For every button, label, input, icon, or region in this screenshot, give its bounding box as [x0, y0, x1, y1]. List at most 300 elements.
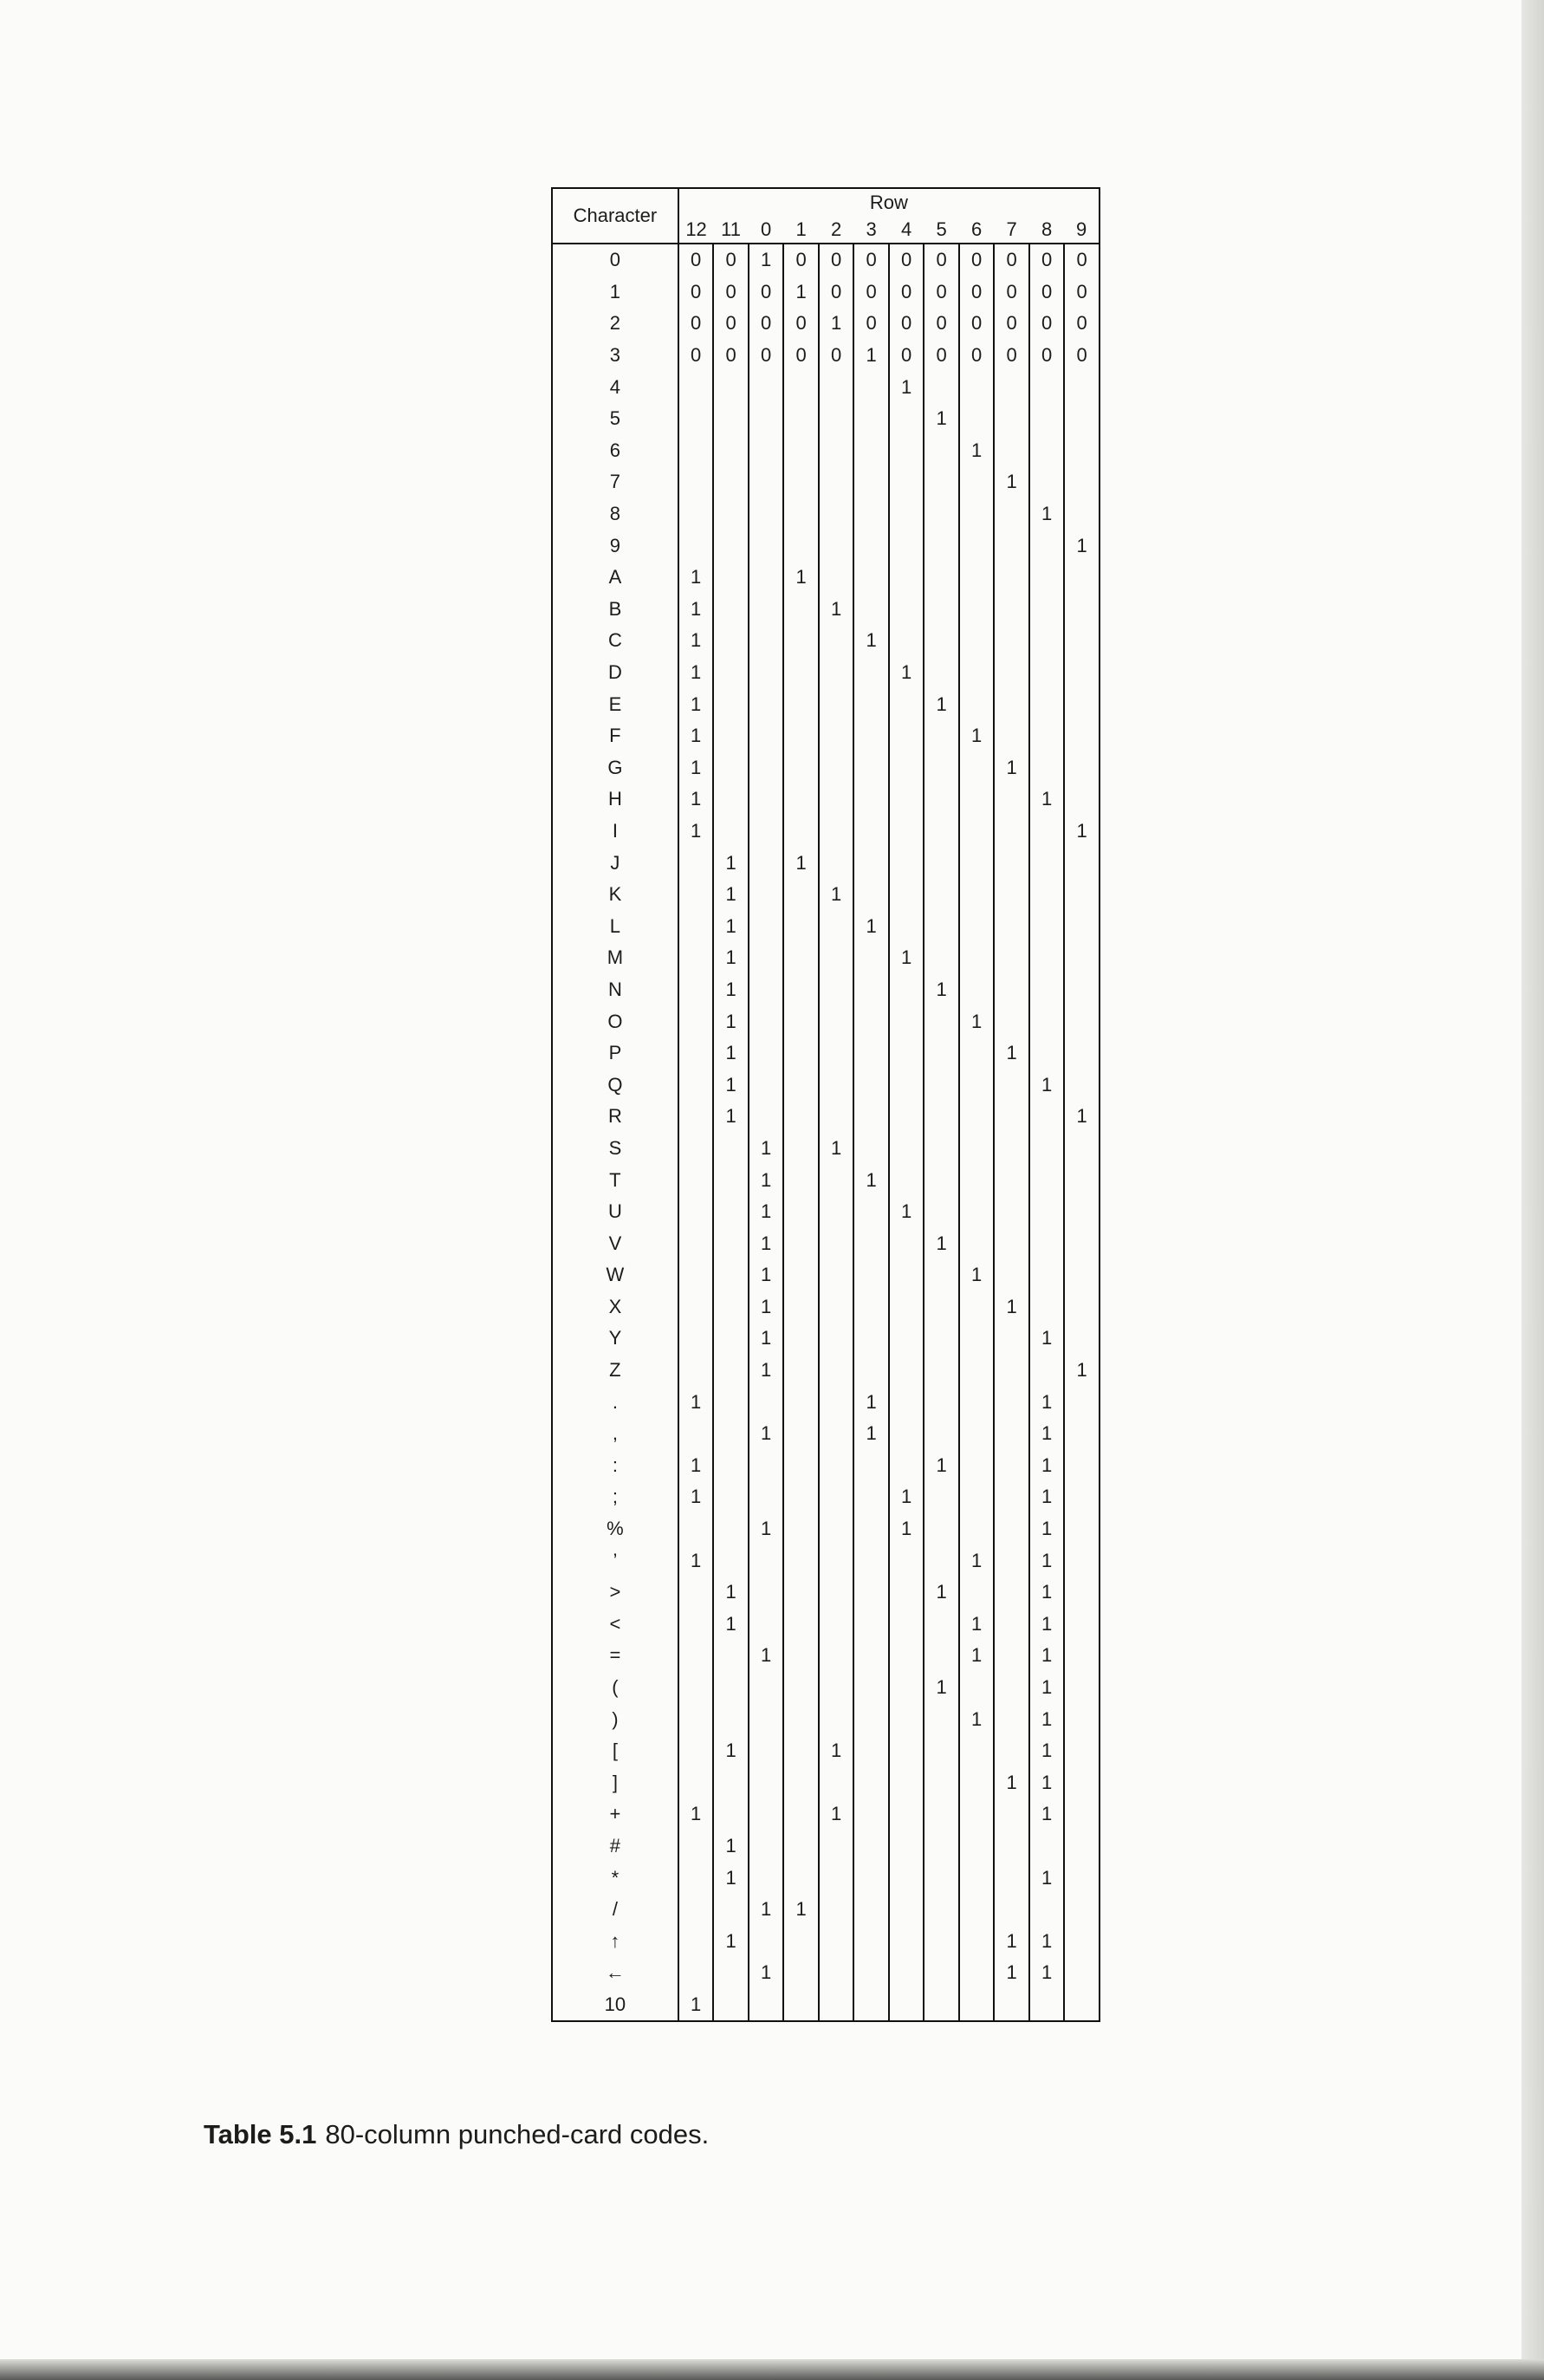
punch-cell [678, 1196, 714, 1228]
punch-cell [678, 466, 714, 498]
punch-cell [749, 1005, 784, 1037]
table-row [552, 244, 1100, 276]
punch-cell [959, 847, 995, 879]
punch-cell [749, 1735, 784, 1767]
punch-cell: 0 [853, 308, 889, 340]
punch-cell [749, 371, 784, 403]
punch-cell [713, 720, 749, 752]
punch-cell [713, 466, 749, 498]
table-row [552, 1577, 1100, 1609]
punch-cell [994, 594, 1029, 626]
punch-cell [994, 1862, 1029, 1894]
character-cell: Y [552, 1323, 678, 1355]
punch-cell: 1 [1029, 1672, 1065, 1704]
punch-cell [819, 1005, 854, 1037]
punch-cell [924, 466, 959, 498]
character-cell: S [552, 1133, 678, 1165]
punch-cell [853, 1513, 889, 1545]
punch-cell [853, 1577, 889, 1609]
punch-cell [713, 625, 749, 657]
punch-cell: 1 [1029, 498, 1065, 530]
punch-cell [678, 1323, 714, 1355]
punch-cell [889, 435, 924, 467]
punch-cell [924, 784, 959, 816]
punch-cell [713, 371, 749, 403]
punch-cell [1029, 910, 1065, 942]
punch-cell [819, 1894, 854, 1926]
punch-cell: 1 [924, 1672, 959, 1704]
punch-cell [994, 498, 1029, 530]
punch-cell [749, 1101, 784, 1133]
punch-cell: 1 [678, 688, 714, 720]
punch-cell: 0 [1076, 312, 1087, 335]
punch-cell [994, 1227, 1029, 1259]
punch-cell [994, 1577, 1029, 1609]
punch-cell [678, 1735, 714, 1767]
punch-cell [889, 910, 924, 942]
punch-cell [889, 1577, 924, 1609]
punch-cell [819, 1259, 854, 1291]
punch-cell [713, 1133, 749, 1165]
punch-cell [783, 1735, 819, 1767]
punch-cell [749, 1798, 784, 1831]
punch-cell [783, 688, 819, 720]
punch-cell: 1 [713, 942, 749, 974]
punch-cell [994, 974, 1029, 1006]
character-cell: * [552, 1862, 678, 1894]
punch-cell [889, 974, 924, 1006]
character-cell: 0 [552, 244, 678, 276]
punch-cell [678, 403, 714, 435]
punch-cell: 1 [994, 752, 1029, 784]
punch-cell [959, 816, 995, 848]
punch-cell [819, 910, 854, 942]
punch-cell [1064, 466, 1100, 498]
punch-cell [924, 498, 959, 530]
punch-cell [1064, 1291, 1100, 1323]
punch-cell: 1 [924, 1227, 959, 1259]
punch-cell [994, 1005, 1029, 1037]
punch-cell [678, 1831, 714, 1863]
punch-cell [819, 562, 854, 594]
table-row [552, 1386, 1100, 1418]
punch-cell [853, 1037, 889, 1070]
punch-cell [1064, 403, 1100, 435]
punch-cell [1064, 594, 1100, 626]
punch-cell [749, 879, 784, 911]
character-cell: , [552, 1418, 678, 1450]
punch-cell [819, 1037, 854, 1070]
punch-cell: 1 [889, 1513, 924, 1545]
punch-cell [783, 1925, 819, 1957]
punch-cell: 1 [959, 1703, 995, 1735]
punch-cell: 1 [678, 1481, 714, 1513]
punch-cell: 0 [678, 276, 714, 309]
punch-cell [853, 974, 889, 1006]
punch-cell [1064, 1735, 1100, 1767]
punch-cell [678, 1513, 714, 1545]
punch-cell [783, 1544, 819, 1577]
caption-text: 80-column punched-card codes. [325, 2119, 710, 2149]
punch-cell: 0 [1029, 340, 1065, 372]
punch-cell: 1 [678, 720, 714, 752]
punch-cell [853, 1672, 889, 1704]
punch-cell [959, 657, 995, 689]
punch-cell: 1 [853, 910, 889, 942]
punch-cell [678, 1355, 714, 1387]
punch-cell [678, 371, 714, 403]
punch-cell [1064, 910, 1100, 942]
punch-cell [889, 403, 924, 435]
punch-cell [713, 688, 749, 720]
punch-cell [1064, 720, 1100, 752]
punch-cell [1029, 625, 1065, 657]
punch-cell [819, 847, 854, 879]
punch-cell [1029, 1133, 1065, 1165]
punch-cell: 1 [678, 1450, 714, 1482]
punch-cell: 0 [959, 276, 995, 309]
punch-cell: 1 [889, 657, 924, 689]
table-row [552, 403, 1100, 435]
punch-cell [1029, 1005, 1065, 1037]
table-row [552, 1925, 1100, 1957]
punch-cell [959, 1735, 995, 1767]
punch-cell [924, 435, 959, 467]
punch-cell [994, 1640, 1029, 1672]
table-row [552, 816, 1100, 848]
punch-cell [819, 466, 854, 498]
punch-cell [783, 1862, 819, 1894]
punch-cell: 0 [959, 340, 995, 372]
punch-cell [853, 657, 889, 689]
punch-cell [783, 1450, 819, 1482]
character-cell: E [552, 688, 678, 720]
table-row [552, 1703, 1100, 1735]
punch-cell [1064, 1513, 1100, 1545]
punch-cell: 0 [783, 340, 819, 372]
punch-cell: 1 [713, 847, 749, 879]
punch-cell [749, 1069, 784, 1101]
character-cell: K [552, 879, 678, 911]
punch-cell [994, 1831, 1029, 1863]
punch-cell [1064, 1481, 1100, 1513]
punch-cell [853, 1101, 889, 1133]
punch-cell [889, 1640, 924, 1672]
punch-cell [678, 1672, 714, 1704]
table-row [552, 1513, 1100, 1545]
punch-cell [1064, 562, 1100, 594]
punch-cell [994, 1386, 1029, 1418]
punch-cell: 1 [819, 879, 854, 911]
punch-cell: 1 [1029, 1703, 1065, 1735]
punch-cell [994, 942, 1029, 974]
punch-cell [1029, 435, 1065, 467]
punch-cell [1064, 1133, 1100, 1165]
punch-cell [889, 1069, 924, 1101]
punch-cell: 1 [678, 562, 714, 594]
punch-cell [889, 1735, 924, 1767]
punch-cell [749, 1831, 784, 1863]
character-cell: M [552, 942, 678, 974]
punch-cell [713, 1957, 749, 1989]
punch-cell [853, 1862, 889, 1894]
punch-cell [994, 1450, 1029, 1482]
punch-cell: 1 [1029, 1862, 1065, 1894]
character-cell: ↑ [552, 1925, 678, 1957]
punch-cell: 1 [749, 1196, 784, 1228]
punch-cell [959, 1037, 995, 1070]
punch-cell: 0 [853, 244, 889, 276]
character-cell: [ [552, 1735, 678, 1767]
punch-cell [713, 1323, 749, 1355]
punch-cell [713, 435, 749, 467]
table-row [552, 1989, 1100, 2022]
punch-cell [994, 1544, 1029, 1577]
punch-cell [783, 1355, 819, 1387]
punch-cell [713, 1894, 749, 1926]
punch-cell [959, 1291, 995, 1323]
punch-cell [959, 910, 995, 942]
punch-cell: 1 [853, 340, 889, 372]
punch-cell [924, 847, 959, 879]
punch-cell [853, 1323, 889, 1355]
punch-cell [678, 1577, 714, 1609]
punch-cell [853, 1798, 889, 1831]
punch-cell: 1 [713, 1005, 749, 1037]
punch-cell [678, 1767, 714, 1799]
punch-cell [924, 1925, 959, 1957]
punch-cell: 1 [678, 1798, 714, 1831]
punch-cell [959, 942, 995, 974]
punch-cell [853, 530, 889, 562]
character-cell: % [552, 1513, 678, 1545]
punch-cell: 0 [749, 340, 784, 372]
table-row [552, 1164, 1100, 1196]
character-cell: : [552, 1450, 678, 1482]
punch-cell [853, 1609, 889, 1641]
punch-cell [713, 594, 749, 626]
punch-cell [713, 1227, 749, 1259]
punch-cell: 1 [924, 974, 959, 1006]
punch-cell [889, 498, 924, 530]
punch-cell: 0 [713, 308, 749, 340]
punch-cell [959, 530, 995, 562]
punch-cell [994, 1894, 1029, 1926]
punch-cell: 1 [994, 1291, 1029, 1323]
punch-cell [959, 1767, 995, 1799]
punch-cell [994, 435, 1029, 467]
punch-cell [1064, 1259, 1100, 1291]
punch-cell [678, 910, 714, 942]
character-cell: W [552, 1259, 678, 1291]
punch-cell [889, 1862, 924, 1894]
table-row [552, 1196, 1100, 1228]
punch-cell [924, 530, 959, 562]
punch-cell: 1 [749, 1227, 784, 1259]
punch-cell [853, 942, 889, 974]
punch-cell [749, 688, 784, 720]
punch-cell [783, 1577, 819, 1609]
punch-cell [994, 1355, 1029, 1387]
character-cell: A [552, 562, 678, 594]
punch-cell [783, 942, 819, 974]
table-row [552, 1133, 1100, 1165]
punch-cell [994, 1798, 1029, 1831]
character-cell: 7 [552, 466, 678, 498]
punch-cell [749, 1703, 784, 1735]
punch-cell [749, 657, 784, 689]
character-cell: O [552, 1005, 678, 1037]
punch-cell: 1 [713, 1069, 749, 1101]
punch-cell [1064, 1386, 1100, 1418]
character-cell: J [552, 847, 678, 879]
punch-cell [783, 498, 819, 530]
punch-cell [959, 1481, 995, 1513]
punch-cell [924, 1735, 959, 1767]
punch-cell: 1 [749, 1355, 784, 1387]
punch-cell: 1 [994, 1925, 1029, 1957]
punch-cell: 0 [1076, 249, 1087, 271]
punch-cell [819, 1291, 854, 1323]
punch-cell [1064, 435, 1100, 467]
punch-cell: 1 [924, 688, 959, 720]
punch-cell [749, 1037, 784, 1070]
punch-cell [1064, 847, 1100, 879]
punch-cell [959, 1957, 995, 1989]
punch-cell [783, 1069, 819, 1101]
punch-cell [749, 403, 784, 435]
punch-cell: 1 [1029, 1577, 1065, 1609]
punch-cell [889, 1355, 924, 1387]
punch-cell [853, 1767, 889, 1799]
punch-cell: 1 [1029, 1481, 1065, 1513]
punch-cell: 1 [678, 1386, 714, 1418]
table-row [552, 847, 1100, 879]
punch-cell [853, 1703, 889, 1735]
punch-cell [889, 1798, 924, 1831]
punch-cell [819, 784, 854, 816]
table-row [552, 340, 1100, 372]
punch-cell [889, 594, 924, 626]
punch-cell [853, 1640, 889, 1672]
punch-cell [1064, 1831, 1100, 1863]
punch-cell [678, 530, 714, 562]
punch-cell [1064, 1544, 1100, 1577]
punch-cell: 0 [889, 276, 924, 309]
punch-cell [819, 1672, 854, 1704]
punch-cell [853, 688, 889, 720]
row-number-label: 3 [853, 216, 889, 244]
punch-cell [749, 1544, 784, 1577]
punch-cell: 1 [1076, 819, 1087, 842]
punch-cell [1064, 625, 1100, 657]
table-row [552, 276, 1100, 309]
character-cell: N [552, 974, 678, 1006]
punch-cell [819, 1418, 854, 1450]
punch-cell [1064, 1703, 1100, 1735]
punch-cell [994, 1418, 1029, 1450]
punch-cell [853, 498, 889, 530]
punch-cell [924, 1355, 959, 1387]
table-row [552, 784, 1100, 816]
punch-cell: 0 [853, 276, 889, 309]
table-row [552, 942, 1100, 974]
punch-cell [889, 562, 924, 594]
punch-cell [783, 1957, 819, 1989]
punch-cell [924, 562, 959, 594]
punch-cell [678, 1894, 714, 1926]
punch-cell: 1 [959, 1609, 995, 1641]
table-row [552, 466, 1100, 498]
punch-cell [819, 1513, 854, 1545]
punch-cell [959, 562, 995, 594]
punch-cell [1064, 879, 1100, 911]
punch-cell [678, 1069, 714, 1101]
punch-cell: 1 [783, 1894, 819, 1926]
punch-cell [924, 1323, 959, 1355]
punch-cell [819, 1481, 854, 1513]
punch-cell [749, 1862, 784, 1894]
punch-cell [713, 816, 749, 848]
punch-cell [959, 1989, 995, 2022]
punch-cell: 1 [1029, 1640, 1065, 1672]
punch-cell: 0 [994, 276, 1029, 309]
punch-cell: 1 [889, 1481, 924, 1513]
punch-cell [889, 816, 924, 848]
character-cell: F [552, 720, 678, 752]
punch-cell [1064, 1577, 1100, 1609]
punch-cell: 0 [1076, 280, 1087, 302]
punch-cell: 1 [749, 1513, 784, 1545]
punch-cell: 1 [1029, 1798, 1065, 1831]
row-number-label: 9 [1064, 216, 1100, 244]
punch-cell [1029, 752, 1065, 784]
character-cell: C [552, 625, 678, 657]
punch-cell [713, 1513, 749, 1545]
punch-cell: 1 [1029, 1957, 1065, 1989]
punch-cell [853, 1227, 889, 1259]
punch-cell [713, 1386, 749, 1418]
punch-cell: 1 [713, 1862, 749, 1894]
character-cell: + [552, 1798, 678, 1831]
punch-cell [783, 1291, 819, 1323]
punch-cell [1064, 1640, 1100, 1672]
punch-cell [1029, 594, 1065, 626]
punch-cell: 1 [713, 910, 749, 942]
punch-cell: 0 [889, 308, 924, 340]
punch-cell [783, 784, 819, 816]
punch-cell: 1 [959, 1544, 995, 1577]
punch-cell [783, 1101, 819, 1133]
punch-cell [959, 1323, 995, 1355]
punch-cell: 1 [678, 752, 714, 784]
punch-cell [853, 1291, 889, 1323]
table-row [552, 1481, 1100, 1513]
punch-cell [959, 688, 995, 720]
row-number-label: 5 [924, 216, 959, 244]
punch-cell: 1 [889, 1196, 924, 1228]
punch-cell [924, 816, 959, 848]
punch-cell [924, 1005, 959, 1037]
punch-cell: 1 [853, 1164, 889, 1196]
punch-cell [924, 752, 959, 784]
punch-cell: 1 [959, 720, 995, 752]
punch-cell [1064, 1989, 1100, 2022]
punch-cell [959, 1894, 995, 1926]
table-row [552, 562, 1100, 594]
punch-cell [783, 403, 819, 435]
punch-cell [749, 498, 784, 530]
